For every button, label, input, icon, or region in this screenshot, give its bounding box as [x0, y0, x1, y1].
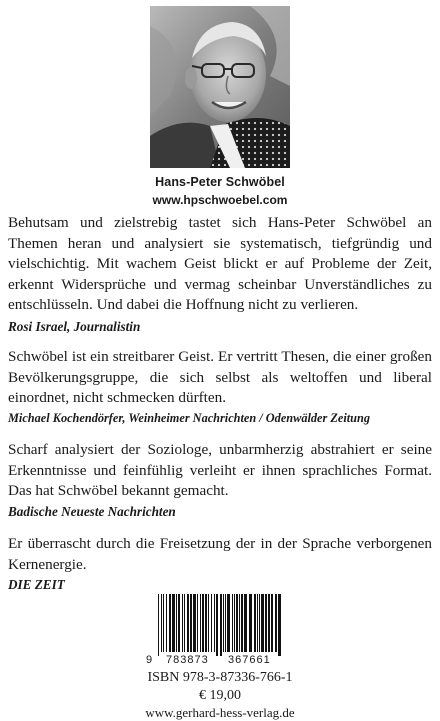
barcode-bar — [241, 594, 243, 652]
barcode-bar — [193, 594, 196, 652]
barcode-bar — [205, 594, 207, 652]
review-text: Er überrascht durch die Freisetzung der in der Sprache verborgenen Kernenergie. — [8, 535, 432, 573]
barcode-bar — [244, 594, 247, 652]
barcode-bar — [158, 594, 159, 656]
barcode-bar — [166, 594, 167, 652]
barcode-digit-prefix: 9 — [146, 654, 154, 666]
barcode-bar — [197, 594, 198, 652]
barcode-bar — [190, 594, 192, 652]
barcode-bar — [208, 594, 209, 652]
author-website: www.hpschwoebel.com — [152, 193, 288, 207]
barcode-bar — [176, 594, 177, 652]
barcode-bar — [259, 594, 260, 652]
barcode-bar — [163, 594, 164, 652]
barcode-bar — [169, 594, 171, 652]
isbn: ISBN 978-3-87336-766-1 — [147, 670, 293, 685]
review-text: Behutsam und zielstrebig tastet sich Hans-Peter Schwöbel an Themen heran und analysiert sie systematisch, tiefgründig und vielschichtig. Mit wachem Geist blickt er auf Probleme der Zeit, erkennt Widersprüche und vermag scheinbar Unverständliches zu entschlüsseln. Und dabei die Hoffnung nicht zu verlieren. — [8, 214, 432, 314]
barcode-bar — [249, 594, 252, 652]
barcode-bar — [257, 594, 258, 652]
barcode-bar — [184, 594, 185, 652]
barcode-bar — [268, 594, 270, 652]
barcode-bar — [261, 594, 264, 652]
barcode-bar — [275, 594, 277, 652]
barcode-bar — [220, 594, 222, 656]
barcode-bar — [211, 594, 212, 652]
barcode-bar — [214, 594, 215, 652]
barcode-bar — [254, 594, 256, 652]
barcode-bar — [161, 594, 162, 652]
barcode-bar — [232, 594, 233, 652]
author-portrait-image — [150, 6, 290, 168]
barcode-bar — [200, 594, 201, 652]
publisher-website: www.gerhard-hess-verlag.de — [145, 705, 295, 720]
barcode-bar — [225, 594, 226, 652]
barcode-digits-right: 367661 — [228, 654, 271, 666]
barcode-bar — [278, 594, 281, 656]
review-source: Michael Kochendörfer, Weinheimer Nachrichten / Odenwälder Zeitung — [8, 411, 370, 425]
review-source: Rosi Israel, Journalistin — [8, 319, 141, 334]
price: € 19,00 — [199, 688, 241, 703]
barcode-bar — [178, 594, 180, 652]
review-text: Schwöbel ist ein streitbarer Geist. Er vertritt Thesen, die einer großen Bevölkerungsgruppe, die sich selbst als weltoffen und liberal einordnet, nicht schmecken dürften. — [8, 348, 432, 407]
barcode-bar — [236, 594, 238, 652]
barcode-bar — [202, 594, 204, 652]
review-source: DIE ZEIT — [8, 577, 65, 592]
barcode-bar — [227, 594, 230, 652]
barcode-bar — [223, 594, 224, 652]
review-source: Badische Neueste Nachrichten — [8, 504, 176, 519]
barcode-bar — [234, 594, 235, 652]
barcode-bar — [187, 594, 189, 652]
barcode-bar — [182, 594, 183, 652]
barcode-bar — [216, 594, 218, 656]
barcode-bar — [271, 594, 273, 652]
barcode-bar — [239, 594, 240, 652]
barcode-digits-left: 783873 — [166, 654, 209, 666]
author-photo — [150, 6, 290, 168]
author-name: Hans-Peter Schwöbel — [155, 175, 285, 189]
barcode — [144, 592, 294, 670]
barcode-bar — [172, 594, 175, 652]
review-text: Scharf analysiert der Soziologe, unbarmherzig abstrahiert er seine Erkenntnisse und feinfühlig verleiht er ihnen sprachliches Format. Das hat Schwöbel bekannt gemacht. — [8, 441, 432, 500]
barcode-bar — [265, 594, 267, 652]
